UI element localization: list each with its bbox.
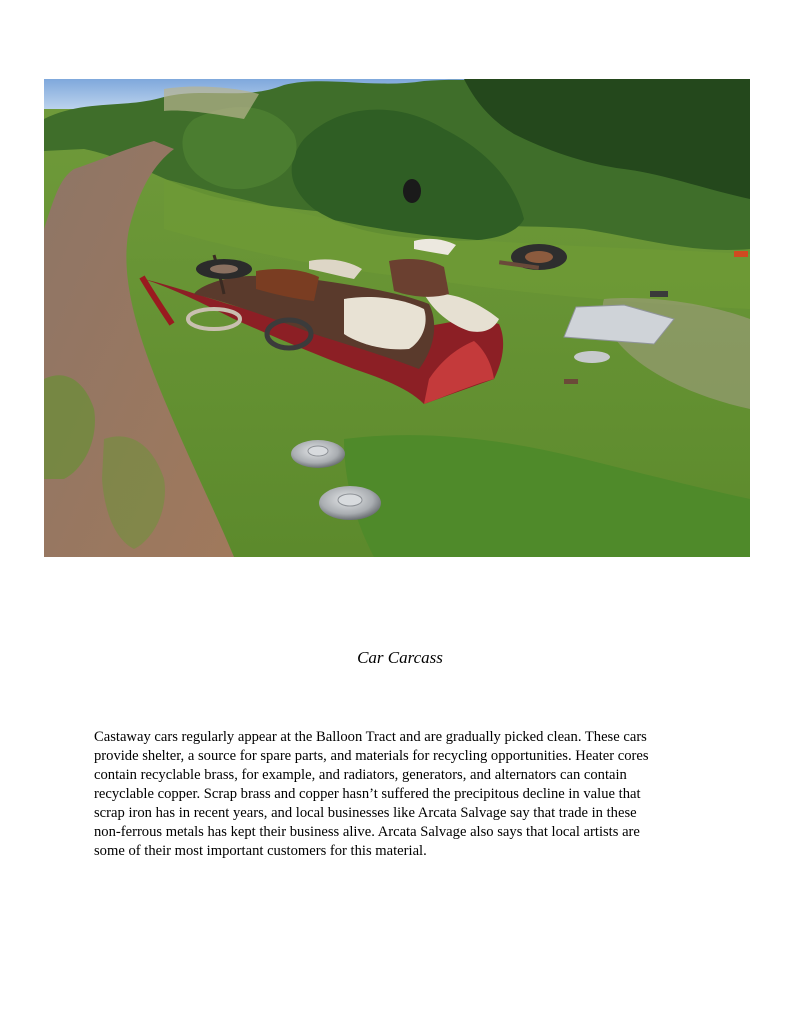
loose-tire-left (196, 259, 252, 279)
body-paragraph (94, 728, 709, 861)
debris (564, 379, 578, 384)
photograph-car-carcass (44, 79, 750, 557)
small-hubcap (574, 351, 610, 363)
photo-caption: Car Carcass (357, 648, 443, 667)
debris (734, 251, 748, 257)
hubcap-2 (319, 486, 381, 520)
debris (650, 291, 668, 297)
body-line: scrap iron has in recent years, and local businesses like Arcata Salvage say that trade in these (94, 805, 637, 821)
body-line: some of their most important customers for this material. (94, 843, 427, 859)
body-line: contain recyclable brass, for example, and radiators, generators, and alternators can contain (94, 767, 627, 783)
body-line: recyclable copper. Scrap brass and copper hasn’t suffered the precipitous decline in value that (94, 786, 641, 802)
body-line: Castaway cars regularly appear at the Balloon Tract and are gradually picked clean. These cars (94, 729, 647, 745)
body-line: provide shelter, a source for spare parts, and materials for recycling opportunities. Heater cores (94, 748, 649, 764)
hubcap-1 (291, 440, 345, 468)
photo-illustration (44, 79, 750, 557)
body-line: non-ferrous metals has kept their business alive. Arcata Salvage also says that local artists are (94, 824, 640, 840)
dark-bag (403, 179, 421, 203)
